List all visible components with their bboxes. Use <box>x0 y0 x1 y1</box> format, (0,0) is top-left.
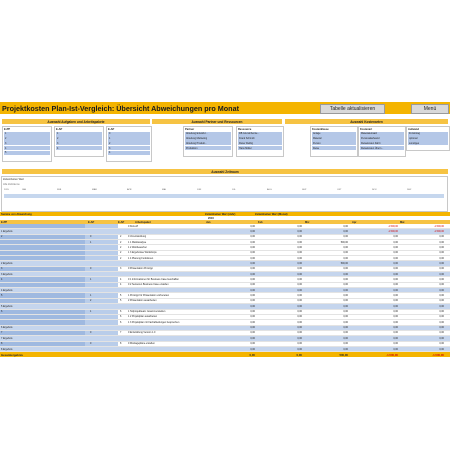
row-band-epp <box>0 342 85 346</box>
slicer-item[interactable]: Ifo Eintrag <box>408 132 448 136</box>
cell-value: 0,00 <box>343 326 348 330</box>
cell-value: 0,00 <box>297 283 302 287</box>
slicer-item[interactable]: Abteilung Produkt... <box>185 141 231 145</box>
cell-eap[interactable]: 1 <box>90 278 92 282</box>
slicer-item[interactable]: DB Grundchemie... <box>238 132 282 136</box>
cell-value: 0,00 <box>250 229 255 233</box>
slicer-2[interactable] <box>106 126 152 162</box>
pivot-body <box>0 224 450 352</box>
cell-value: 0,00 <box>250 262 255 265</box>
cell-arbeitspaket[interactable]: 1 4 Planung Funktionen <box>128 256 154 260</box>
cell-value: -1.500,00 <box>387 224 398 228</box>
cell-eap2[interactable]: 6 <box>120 320 122 324</box>
row-band-epp <box>0 293 85 297</box>
page-title: Projektkosten Plan-Ist-Vergleich: Übersicht Abweichungen pro Monat <box>2 103 239 113</box>
slicer-0[interactable] <box>2 126 52 162</box>
menu-button[interactable]: Menü <box>411 104 449 114</box>
cell-value: 0,00 <box>343 310 348 314</box>
cell-value: 0,00 <box>393 245 398 249</box>
timeline-month[interactable]: DEZ <box>407 189 412 191</box>
cell-value: 0,00 <box>393 336 398 340</box>
cell-value: 0,00 <box>343 347 348 351</box>
grand-total-mai: -1.500,00 <box>432 352 444 357</box>
cell-value: -1.500,00 <box>433 229 444 233</box>
cell-value: 0,00 <box>343 283 348 287</box>
col-epp[interactable]: E-PP <box>1 220 8 224</box>
timeline-month[interactable]: MAI <box>162 189 166 191</box>
cell-arbeitspaket[interactable]: 1 1 Marktanalyse <box>128 240 147 244</box>
pivot-col-label-month[interactable]: Zeiteinheiten Wert (Monat) <box>255 212 288 216</box>
row-band-epp <box>0 331 85 335</box>
cell-value: 0,00 <box>250 326 255 330</box>
grand-total-feb: 0,00 <box>296 352 302 357</box>
cell-value: 0,00 <box>250 315 255 319</box>
cell-value: 0,00 <box>250 245 255 249</box>
row-band-eap <box>85 315 118 319</box>
cell-eap2[interactable]: 6 <box>120 310 122 314</box>
cell-value: 0,00 <box>297 310 302 314</box>
slicer-item[interactable]: Material <box>312 136 356 140</box>
cell-value: 0,00 <box>297 347 302 351</box>
cell-value: 0,00 <box>250 278 255 282</box>
slicer-5[interactable] <box>310 126 358 157</box>
cell-value: 0,00 <box>439 251 444 255</box>
slicer-header: Ressource <box>238 127 252 131</box>
slicer-header: E-PP <box>4 127 11 131</box>
slicer-item[interactable]: Reise <box>312 146 356 150</box>
cell-arbeitspaket[interactable]: 1 Teilprojektteam zusammenstellen <box>128 310 166 314</box>
timeline-track[interactable] <box>4 194 444 198</box>
cell-value: 0,00 <box>297 245 302 249</box>
cell-value: 0,00 <box>297 331 302 335</box>
col-eap[interactable]: E-AP <box>88 220 95 224</box>
cell-value: 0,00 <box>250 304 255 308</box>
slicer-header: Kostenklasse <box>312 127 329 131</box>
cell-value: 0,00 <box>393 272 398 276</box>
cell-epp[interactable]: 2 <box>1 235 3 239</box>
section-costtypes-header: Auswahl Kostenarten <box>285 119 448 124</box>
row-band-epp <box>0 310 85 314</box>
cell-value: 0,00 <box>297 235 302 239</box>
cell-value: 0,00 <box>393 240 398 244</box>
timeline-sublabel: Alle Zeiträume <box>3 183 20 186</box>
cell-epp[interactable]: 8 Ergebnis <box>1 347 13 351</box>
row-band-epp <box>0 267 85 271</box>
cell-epp[interactable]: 6 Ergebnis <box>1 326 13 330</box>
cell-value: 0,00 <box>297 272 302 276</box>
cell-value: 0,00 <box>343 224 348 228</box>
cell-eap[interactable]: 0 <box>90 235 92 239</box>
cell-value: 0,00 <box>343 336 348 340</box>
slicer-item[interactable]: Produktion <box>185 146 231 150</box>
slicer-1[interactable] <box>54 126 104 157</box>
timeline-year: 2015 <box>4 189 9 191</box>
cell-value: 0,00 <box>343 229 348 233</box>
cell-value: 0,00 <box>297 326 302 330</box>
slicer-item[interactable]: Dieter Reißig <box>238 141 282 145</box>
cell-value: 0,00 <box>393 320 398 324</box>
cell-value: -1.500,00 <box>433 224 444 228</box>
slicer-header: Partner <box>185 127 195 131</box>
slicer-item[interactable]: Hans Müller <box>238 146 282 150</box>
section-partners-header: Auswahl Partner und Ressourcen <box>152 119 282 124</box>
cell-epp[interactable]: 4 <box>1 278 3 282</box>
cell-value: 0,00 <box>297 224 302 228</box>
slicer-item[interactable]: Reisekosten Übern... <box>360 146 404 150</box>
cell-value: 0,00 <box>250 336 255 340</box>
timeline-month[interactable]: JUL <box>232 189 236 191</box>
grand-total-jan: 0,00 <box>249 352 255 357</box>
cell-value: 0,00 <box>250 342 255 346</box>
cell-arbeitspaket[interactable]: 0 1 Informationen für Business Case beschaffen <box>128 278 179 282</box>
cell-eap[interactable]: 0 <box>90 267 92 271</box>
pivot-year: 2016 <box>208 216 214 220</box>
cell-arbeitspaket[interactable]: 0 Präsentation Prototyp <box>128 267 153 271</box>
slicer-item[interactable]: Materialeinsatz <box>360 132 404 136</box>
slicer-3[interactable] <box>183 126 233 157</box>
cell-eap[interactable]: 0 <box>90 331 92 335</box>
cell-epp[interactable]: 3 Ergebnis <box>1 272 13 276</box>
cell-eap2[interactable]: 2 <box>120 256 122 260</box>
cell-eap[interactable]: 1 <box>90 294 92 298</box>
cell-value: 0,00 <box>343 245 348 249</box>
cell-epp[interactable]: 3 <box>1 267 3 271</box>
cell-value: 0,00 <box>439 310 444 314</box>
row-band-epp <box>0 277 85 281</box>
cell-eap2[interactable]: 3 <box>120 267 122 271</box>
cell-value: 0,00 <box>297 240 302 244</box>
row-band-eap <box>85 320 118 324</box>
cell-value: 0,00 <box>343 272 348 276</box>
cell-eap2[interactable]: 4 <box>120 283 122 287</box>
cell-value: 0,00 <box>297 229 302 233</box>
section-tasks-header: Auswahl Aufgaben und Arbeitspakete <box>2 119 150 124</box>
cell-value: 0,00 <box>297 342 302 346</box>
cell-value: 0,00 <box>439 245 444 249</box>
cell-value: 0,00 <box>439 347 444 351</box>
cell-value: 0,00 <box>297 251 302 255</box>
cell-value: 0,00 <box>250 224 255 228</box>
cell-value: 0,00 <box>343 342 348 346</box>
slicer-item[interactable]: Abteilung Marketing <box>185 136 231 140</box>
cell-value: 0,00 <box>343 315 348 319</box>
cell-value: 0,00 <box>297 299 302 303</box>
cell-value: 0,00 <box>250 347 255 351</box>
row-band-eap <box>85 251 118 255</box>
slicer-item[interactable]: Anlage <box>312 132 356 136</box>
row-band-epp <box>0 256 85 260</box>
cell-value: 0,00 <box>250 256 255 260</box>
timeline-label: Zeiteinheiten Wert <box>3 178 25 181</box>
grand-total-apr: -1.500,00 <box>386 352 398 357</box>
cell-value: 0,00 <box>343 331 348 335</box>
cell-value: 0,00 <box>439 315 444 319</box>
cell-value: 0,00 <box>250 288 255 292</box>
row-band-eap <box>85 256 118 260</box>
slicer-4[interactable] <box>236 126 284 157</box>
cell-value: 0,00 <box>439 331 444 335</box>
slicer-item[interactable]: 3 <box>108 146 150 150</box>
cell-value: 0,00 <box>439 326 444 330</box>
cell-eap2[interactable]: 5 <box>120 294 122 298</box>
cell-value: 0,00 <box>343 320 348 324</box>
cell-value: 0,00 <box>393 251 398 255</box>
row-band-epp <box>0 299 85 303</box>
timeline-month[interactable]: JUN <box>197 189 202 191</box>
cell-eap[interactable]: 1 <box>90 240 92 244</box>
cell-eap2[interactable]: 5 <box>120 299 122 303</box>
cell-value: 0,00 <box>393 283 398 287</box>
cell-eap[interactable]: 0 <box>90 342 92 346</box>
cell-arbeitspaket[interactable]: 0 Montagepläne erstellen <box>128 342 155 346</box>
cell-value: 0,00 <box>439 336 444 340</box>
row-band-epp <box>0 320 85 324</box>
cell-value: 0,00 <box>343 278 348 282</box>
col-jan: Jan <box>206 220 211 224</box>
cell-eap2[interactable]: 7 <box>120 331 122 335</box>
slicer-item[interactable]: Abteilung Entwickl... <box>185 132 231 136</box>
cell-epp[interactable]: 7 <box>1 331 3 335</box>
cell-eap2[interactable]: 2 <box>120 245 122 249</box>
cell-value: 0,00 <box>393 342 398 346</box>
cell-value: 0,00 <box>343 235 348 239</box>
slicer-item[interactable]: sonstiges <box>408 141 448 145</box>
cell-value: 0,00 <box>297 304 302 308</box>
slicer-header: Aufwand <box>408 127 419 131</box>
cell-value: -1.500,00 <box>387 229 398 233</box>
cell-value: 0,00 <box>250 251 255 255</box>
cell-arbeitspaket[interactable]: 1 3 Projektplan mit Fachabteilungen besprechen <box>128 320 180 324</box>
grand-total-row <box>0 352 450 357</box>
cell-value: 0,00 <box>393 326 398 330</box>
row-band-epp <box>0 245 85 249</box>
cell-value: 0,00 <box>439 299 444 303</box>
row-band-eap <box>85 245 118 249</box>
timeline-month[interactable]: FEB <box>57 189 62 191</box>
slicer-item[interactable]: optional <box>408 136 448 140</box>
slicer-header: E-AP <box>108 127 115 131</box>
cell-value: 0,00 <box>297 256 302 260</box>
cell-value: 0,00 <box>297 262 302 265</box>
row-band-epp <box>0 240 85 244</box>
slicer-item[interactable]: 1 <box>108 136 150 140</box>
cell-value: 0,00 <box>250 310 255 314</box>
cell-eap2[interactable]: 2 <box>120 251 122 255</box>
timeline-month[interactable]: APR <box>127 189 132 191</box>
cell-eap[interactable]: 1 <box>90 310 92 314</box>
cell-value: 0,00 <box>439 267 444 271</box>
col-arbeitspaket[interactable]: Arbeitspaket <box>135 220 151 224</box>
timeline-month[interactable]: AUG <box>267 189 272 191</box>
col-eap2[interactable]: E-AP <box>118 220 125 224</box>
cell-value: 0,00 <box>393 256 398 260</box>
row-band-eap <box>85 224 118 228</box>
cell-value: 0,00 <box>343 299 348 303</box>
cell-value: 0,00 <box>250 283 255 287</box>
timeline-month[interactable]: NOV <box>372 189 377 191</box>
col-mar: Mrz <box>305 220 310 224</box>
timeline-slicer[interactable] <box>1 176 448 212</box>
slicer-item[interactable]: 2 <box>108 141 150 145</box>
cell-value: 0,00 <box>393 347 398 351</box>
cell-value: 0,00 <box>393 288 398 292</box>
cell-value: 0,00 <box>439 304 444 308</box>
cell-value: 0,00 <box>250 267 255 271</box>
section-period-header: Auswahl Zeitraum <box>2 169 448 174</box>
col-mai: Mai <box>400 220 405 224</box>
cell-value: 0,00 <box>439 283 444 287</box>
cell-value: 0,00 <box>250 235 255 239</box>
cell-eap2[interactable]: 2 <box>120 235 122 239</box>
slicer-item[interactable]: Frank Schmidt <box>238 136 282 140</box>
timeline-month[interactable]: OKT <box>337 189 342 191</box>
timeline-month[interactable]: SEP <box>302 189 307 191</box>
slicer-6[interactable] <box>358 126 406 157</box>
cell-value: 0,00 <box>393 315 398 319</box>
cell-epp[interactable]: 4 Ergebnis <box>1 288 13 292</box>
cell-eap2[interactable]: 6 <box>120 315 122 319</box>
slicer-item[interactable]: 4 <box>4 146 50 150</box>
cell-value: 0,00 <box>297 267 302 271</box>
cell-arbeitspaket[interactable]: 0 Vorentwicklung <box>128 235 147 239</box>
cell-epp[interactable]: 1 Ergebnis <box>1 229 13 233</box>
cell-eap2[interactable]: 2 <box>120 240 122 244</box>
cell-eap2[interactable]: 4 <box>120 278 122 282</box>
slicer-item[interactable]: 1 <box>56 132 102 136</box>
cell-value: 0,00 <box>439 294 444 298</box>
cell-value: 0,00 <box>393 310 398 314</box>
col-apr: Apr <box>352 220 357 224</box>
cell-eap2[interactable]: 8 <box>120 342 122 346</box>
cell-value: 0,00 <box>297 278 302 282</box>
cell-value: 0,00 <box>343 288 348 292</box>
row-band-epp <box>0 283 85 287</box>
cell-arbeitspaket[interactable]: 0 2 Sensoren Business Case erstellen <box>128 283 169 287</box>
cell-value: 0,00 <box>439 256 444 260</box>
slicer-item[interactable]: 5 <box>4 151 50 155</box>
pivot-table <box>0 212 450 357</box>
slicer-item[interactable]: 0 <box>108 132 150 136</box>
cell-value: 0,00 <box>393 331 398 335</box>
timeline-month[interactable]: JAN <box>22 189 27 191</box>
grand-total-mar: 500,00 <box>339 352 348 357</box>
slicer-item[interactable]: 1 <box>4 132 50 136</box>
pivot-values-label: Summe von Abweichung <box>1 212 32 216</box>
cell-value: 0,00 <box>439 320 444 324</box>
cell-value: 0,00 <box>439 235 444 239</box>
cell-value: 500,00 <box>340 240 348 244</box>
cell-value: 0,00 <box>297 320 302 324</box>
cell-value: 0,00 <box>250 240 255 244</box>
row-band-epp <box>0 315 85 319</box>
refresh-table-button[interactable]: Tabelle aktualisieren <box>320 104 385 114</box>
slicer-header: Kostenart <box>360 127 373 131</box>
cell-value: 0,00 <box>250 331 255 335</box>
cell-arbeitspaket[interactable]: 1 2 Projektplan ausarbeiten <box>128 315 158 319</box>
cell-value: 0,00 <box>343 294 348 298</box>
cell-value: 0,00 <box>250 272 255 276</box>
cell-epp[interactable]: 2 Ergebnis <box>1 262 13 265</box>
cell-value: 0,00 <box>393 278 398 282</box>
cell-epp[interactable]: 7 Ergebnis <box>1 336 13 340</box>
cell-value: 0,00 <box>393 262 398 265</box>
cell-value: 0,00 <box>250 320 255 324</box>
cell-value: 0,00 <box>393 235 398 239</box>
cell-value: 0,00 <box>439 262 444 265</box>
row-band-epp <box>0 235 85 239</box>
cell-arbeitspaket[interactable]: 0 Kick-off <box>128 224 138 228</box>
row-band-epp <box>0 224 85 228</box>
slicer-item[interactable]: 3 <box>56 141 102 145</box>
cell-value: 0,00 <box>393 304 398 308</box>
cell-value: 0,00 <box>343 256 348 260</box>
cell-value: 0,00 <box>297 294 302 298</box>
timeline-month[interactable]: MÄR <box>92 189 97 191</box>
cell-value: 0,00 <box>297 315 302 319</box>
cell-value: 0,00 <box>393 267 398 271</box>
cell-epp[interactable]: 5 Ergebnis <box>1 304 13 308</box>
slicer-header: E-AP <box>56 127 63 131</box>
slicer-item[interactable]: 4 <box>56 146 102 150</box>
grand-total-label: Gesamtergebnis <box>1 352 23 357</box>
row-band-eap <box>85 283 118 287</box>
cell-arbeitspaket[interactable]: 0 Entwicklung Version 1.0 <box>128 331 156 335</box>
col-feb: Feb <box>258 220 263 224</box>
cell-value: 0,00 <box>439 342 444 346</box>
slicer-item[interactable]: 4 <box>108 151 150 155</box>
cell-value: 0,00 <box>297 288 302 292</box>
cell-value: 500,00 <box>340 262 348 265</box>
cell-value: 0,00 <box>297 336 302 340</box>
cell-value: 0,00 <box>393 294 398 298</box>
cell-arbeitspaket[interactable]: 1 Prototyp für Präsentation vorbereiten <box>128 294 170 298</box>
cell-epp[interactable]: 5 <box>1 294 3 298</box>
slicer-item[interactable]: Personalaufwand <box>360 136 404 140</box>
slicer-item[interactable]: 2 <box>4 136 50 140</box>
cell-eap[interactable]: 2 <box>90 299 92 303</box>
cell-value: 0,00 <box>439 240 444 244</box>
slicer-item[interactable]: 3 <box>4 141 50 145</box>
cell-value: 0,00 <box>250 294 255 298</box>
slicer-item[interactable]: Person <box>312 141 356 145</box>
cell-arbeitspaket[interactable]: 1 3 Ergebnisse Workshops <box>128 251 157 255</box>
cell-arbeitspaket[interactable]: 2 Präsentation ausarbeiten <box>128 299 157 303</box>
cell-value: 0,00 <box>439 272 444 276</box>
cell-value: 0,00 <box>343 251 348 255</box>
row-band-epp <box>0 251 85 255</box>
cell-value: 0,00 <box>439 288 444 292</box>
cell-value: 0,00 <box>250 299 255 303</box>
cell-value: 0,00 <box>439 278 444 282</box>
cell-value: 0,00 <box>393 299 398 303</box>
slicer-7[interactable] <box>406 126 450 151</box>
cell-epp[interactable]: 6 <box>1 310 3 314</box>
cell-value: 0,00 <box>343 304 348 308</box>
slicer-item[interactable]: 2 <box>56 136 102 140</box>
pivot-col-label-year[interactable]: Zeiteinheiten Wert (Jahr) <box>205 212 236 216</box>
cell-epp[interactable]: 8 <box>1 342 3 346</box>
cell-arbeitspaket[interactable]: 1 2 Wettbewerber <box>128 245 147 249</box>
slicer-item[interactable]: Reisekosten Fahrt <box>360 141 404 145</box>
cell-value: 0,00 <box>343 267 348 271</box>
